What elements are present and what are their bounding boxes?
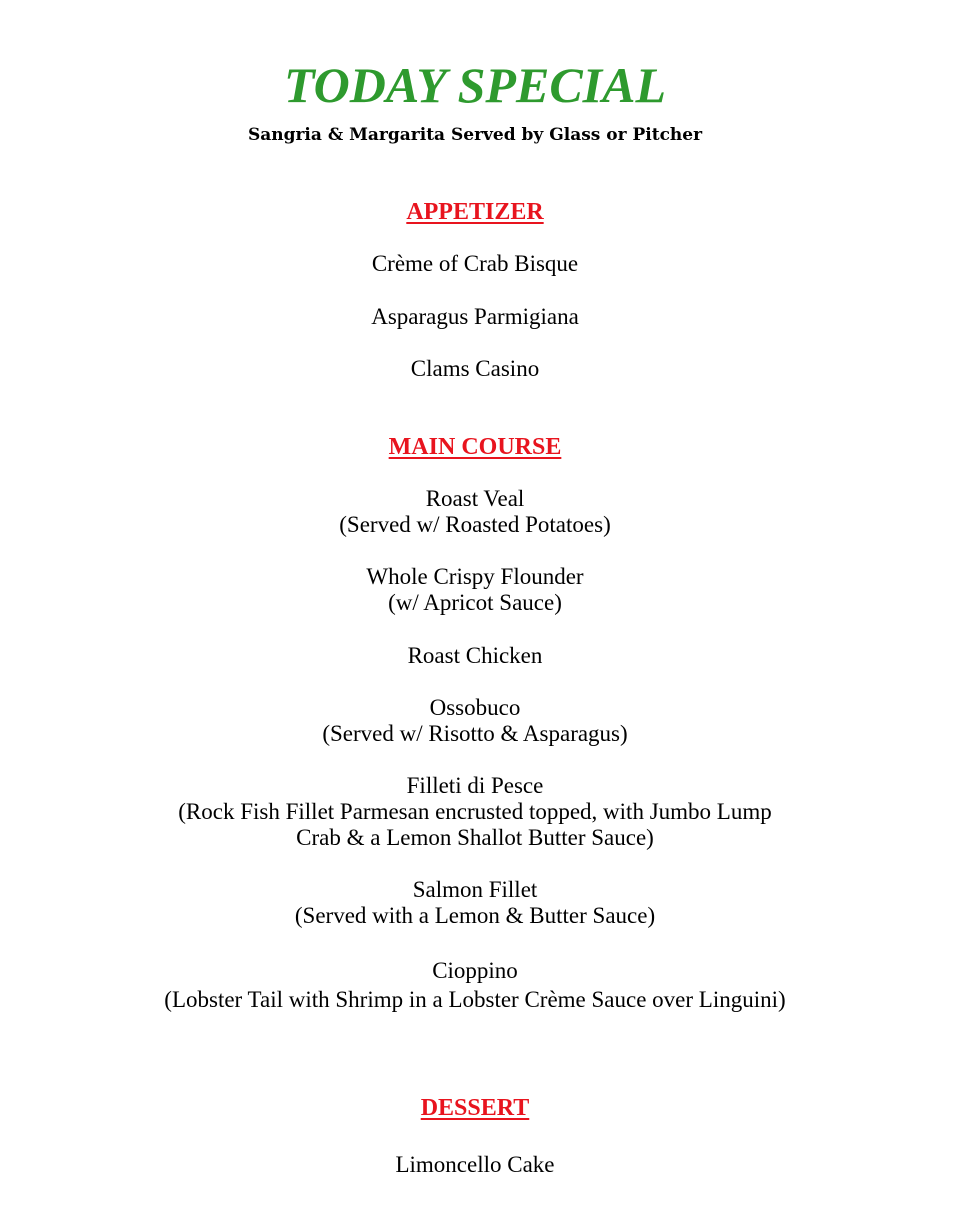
menu-item-name: Crème of Crab Bisque [371,251,579,276]
menu-item-name: Asparagus Parmigiana [371,304,579,329]
menu-item [0,564,950,616]
menu-item-name: Roast Chicken [407,643,543,668]
menu-item [0,251,950,277]
menu-item-name: Whole Crispy Flounder [366,564,584,589]
menu-item-description: (w/ Apricot Sauce) [388,590,562,615]
appetizer-heading [0,198,950,226]
menu-item-name: Limoncello Cake [395,1152,555,1177]
page-subtitle: Sangria & Margarita Served by Glass or Pitcher [247,125,703,145]
menu-item-description: (Served with a Lemon & Butter Sauce) [294,903,656,928]
appetizer-heading-text: APPETIZER [406,199,544,225]
main-course-heading [0,433,950,461]
dessert-heading-text: DESSERT [420,1095,530,1121]
menu-item-name: Ossobuco [429,695,521,720]
menu-item [0,773,950,851]
menu-item [0,695,950,747]
menu-item [0,643,950,669]
menu-item-description: (Rock Fish Fillet Parmesan encrusted topped, with Jumbo Lump [178,799,772,824]
menu-item [0,356,950,382]
menu-item-description: (Served w/ Risotto & Asparagus) [322,721,628,746]
page-title: TODAY SPECIAL [283,57,667,113]
menu-item-name: Filleti di Pesce [406,773,544,798]
dessert-heading [0,1094,950,1122]
menu-item-description: (Lobster Tail with Shrimp in a Lobster Crème Sauce over Linguini) [164,987,786,1012]
menu-item [0,304,950,330]
menu-item [0,1152,950,1178]
menu-item [0,486,950,538]
menu-item-name: Salmon Fillet [412,877,538,902]
menu-item-name: Roast Veal [425,486,525,511]
main-course-heading-text: MAIN COURSE [388,434,562,460]
menu-item-name: Clams Casino [410,356,540,381]
menu-item-name: Cioppino [432,958,518,983]
menu-item-description: Crab & a Lemon Shallot Butter Sauce) [296,825,654,850]
menu-item [0,877,950,929]
menu-item-description: (Served w/ Roasted Potatoes) [339,512,611,537]
menu-item [0,958,950,1013]
